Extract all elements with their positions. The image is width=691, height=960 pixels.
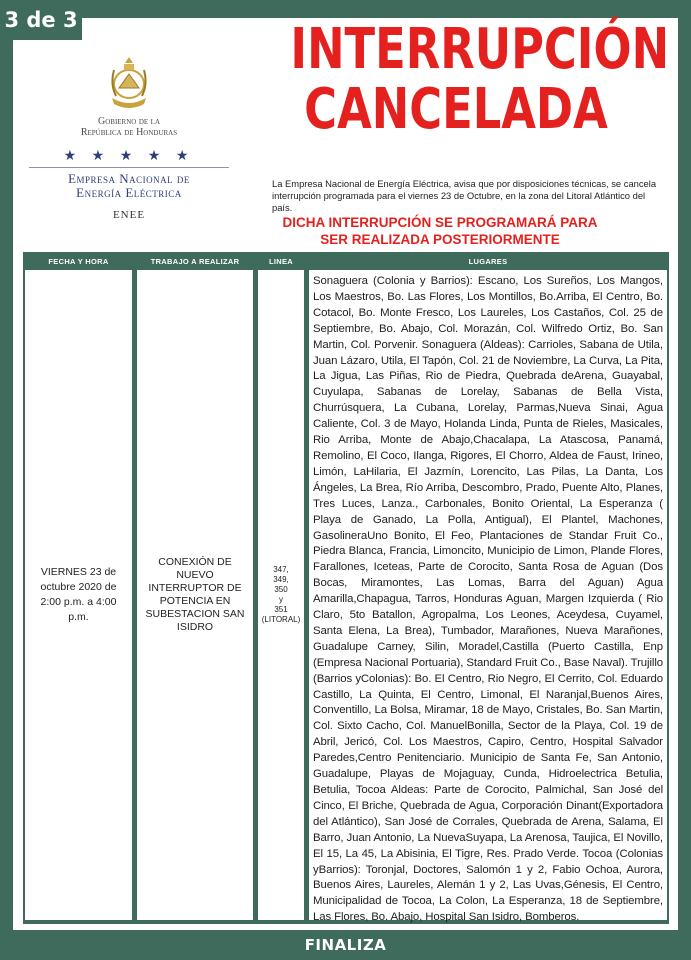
notice-paragraph: La Empresa Nacional de Energía Eléctrica, avisa que por disposiciones técnicas, se cancela interrupción programada para el viernes 23 de Octubre, en la zona del Litoral Atlántico del país. — [272, 178, 657, 213]
title-line-2: CANCELADA — [304, 77, 608, 142]
government-line-1: Gobierno de la — [98, 116, 160, 127]
linea-line: (LITORAL) — [261, 615, 301, 624]
lugares-value: Sonaguera (Colonia y Barrios): Escano, Los Sureños, Los Mangos, Los Maestros, Bo. Las Flores, Los Montillos, Bo.Arriba, El Centro, Bo. Cotacol, Bo. Monte Fresco, Los Laureles, Los Castaños, Col. 25 de Septiembre, Bo. Abajo, Col. Morazán, Col. Wilfredo Ortiz, Bo. San Martin, Col. Porvenir. Sonaguera (Aldeas): Carrioles, Sabana de Utila, Juan Lázaro, Utila, El Tapón, Col. 21 de Noviembre, La Curva, La Pita, La Jigua, Las Piñas, Rio de Piedra, Quebrada deArena, Guayabal, Cuyulapa, Sabanas de Lorelay, Sabanas de Bella Vista, Churrúsquera, La Cubana, Lorelay, Parmas,Nueva Sinai, Agua Caliente, Col. 3 de Mayo, Holanda Linda, Punta de Rieles, Masicales, Rio Arriba, Monte de Abajo,Chacalapa, La Atascosa, Panamá, Remolino, El Coco, Ilanga, Rigores, El Chorro, Aldea de Faust, Irineo, Limón, LaHilaria, El Jazmín, Lorencito, Las Pilas, La Danta, Los Ángeles, La Brea, Río Arriba, Descombro, Prado, Puente Alto, Planes, Tres Luces, Lanza., Carbonales, Bonito Oriental, La Esperanza ( Playa de Ganado, La Polla, Antigual), El Plantel, Machones, GasolineraUno Bonito, El Feo, Plantaciones de Standar Fruit Co., Piedra Blanca, Francia, Limoncito, Municipio de Limon, Plande Flores, Farallones, Iceteas, Parte de Corocito, Santa Rosa de Aguan (Dos Bocas, Miramontes, Las Lomas, Barra del Aguan) Agua Amarilla,Chapagua, Tarros, Honduras Aguan, Margen Izquierda ( Rio Claro, 5to Batallon, Agropalma, Los Leones, Aceydesa, Cuyamel, Santa Elena, La Brea), Tumbador, Marañones, Nueva Marañones, Guadalupe Carney, Silin, Moradel,Castilla (Puerto Castilla, Enp (Empresa Nacional Portuaria), Standard Fruit Co., Base Naval). Trujillo (Barrios yColonias): Bo. El Centro, Rio Negro, El Cerrito, Col. Eduardo Castillo, La Quinta, El Centro, Limonal, El Naranjal,Buenos Aires, Conventillo, La Bolsa, Miramar, 18 de Mayo, Cristales, Bo. San Martin, Col. Sixto Cacho, Col. ManuelBonilla, Sector de la Playa, Col. 19 de Abril, Jericó, Col. Los Maestros, Capiro, Centro, Hospital Salvador Paredes,Centro Penitenciario. Municipio de Santa Fe, San Antonio, Guadalupe, Playas de Mojaguay, Cunda, Hidroelectrica Betulia, Betulia, Tocoa Aldeas: Parte de Corocito, Palmichal, San José del Cinco, El Briche, Quebrada de Agua, Corporación Dinant(Exportadora del Atlántico), San José de Corrales, Quebrada de Arena, Salama, El Barro, Juan Antonio, La NuevaSuyapa, La Arenosa, Taujica, El Novillo, El 15, La 45, La Abisinia, El Tigre, Res. Prado Verde. Tocoa (Colonias yBarrios): Toronjal, Doctores, Salomón 1 y 2, Fabio Ochoa, Aurora, Buenos Aires, Laureles, Alemán 1 y 2, Las Uvas,Génesis, El Centro, Municipalidad de Tocoa, La Colon, La Esperanza, 18 de Septiembre, Las Flores, Bo. Abajo, Hospital San Isidro, Bomberos. — [313, 275, 663, 924]
page-title — [290, 17, 670, 142]
header-linea: LINEA — [258, 254, 304, 268]
title-line-1: INTERRUPCIÓN — [290, 17, 670, 82]
enee-name-line-2: Energía Eléctrica — [76, 185, 182, 200]
cell-fecha — [25, 270, 132, 920]
enee-abbreviation: ENEE — [112, 209, 146, 221]
header-lugares: LUGARES — [309, 254, 667, 268]
cell-lugares — [309, 270, 667, 924]
reschedule-line-2: SER REALIZADA POSTERIORMENTE — [320, 232, 560, 247]
enee-name-line-1: Empresa Nacional de — [68, 171, 190, 186]
reschedule-line-1: DICHA INTERRUPCIÓN SE PROGRAMARÁ PARA — [282, 215, 598, 230]
linea-line: 347, — [273, 565, 289, 574]
cell-trabajo — [137, 270, 253, 920]
linea-line: 349, — [273, 575, 289, 584]
logo-divider — [29, 167, 229, 168]
notice-sheet — [13, 18, 678, 930]
linea-line: 351 — [274, 605, 288, 614]
fecha-value: VIERNES 23 de octubre 2020 de 2:00 p.m. a 4:00 p.m. — [40, 566, 117, 623]
honduras-coat-of-arms-icon — [106, 54, 152, 116]
trabajo-value: CONEXIÓN DE NUEVO INTERRUPTOR DE POTENCIA EN SUBESTACION SAN ISIDRO — [145, 556, 245, 633]
enee-logo — [13, 54, 245, 221]
interruption-table — [23, 252, 669, 924]
header-fecha: FECHA Y HORA — [25, 254, 132, 268]
page-number-badge: 3 de 3 — [0, 0, 82, 40]
header-trabajo: TRABAJO A REALIZAR — [137, 254, 253, 268]
linea-line: 350 — [274, 585, 288, 594]
linea-line: y — [279, 595, 283, 604]
stars-row: ★ ★ ★ ★ ★ — [63, 149, 195, 164]
reschedule-notice — [275, 214, 605, 248]
government-line-2: República de Honduras — [80, 127, 178, 138]
footer-finaliza: FINALIZA — [304, 936, 387, 954]
cell-linea — [258, 270, 304, 920]
